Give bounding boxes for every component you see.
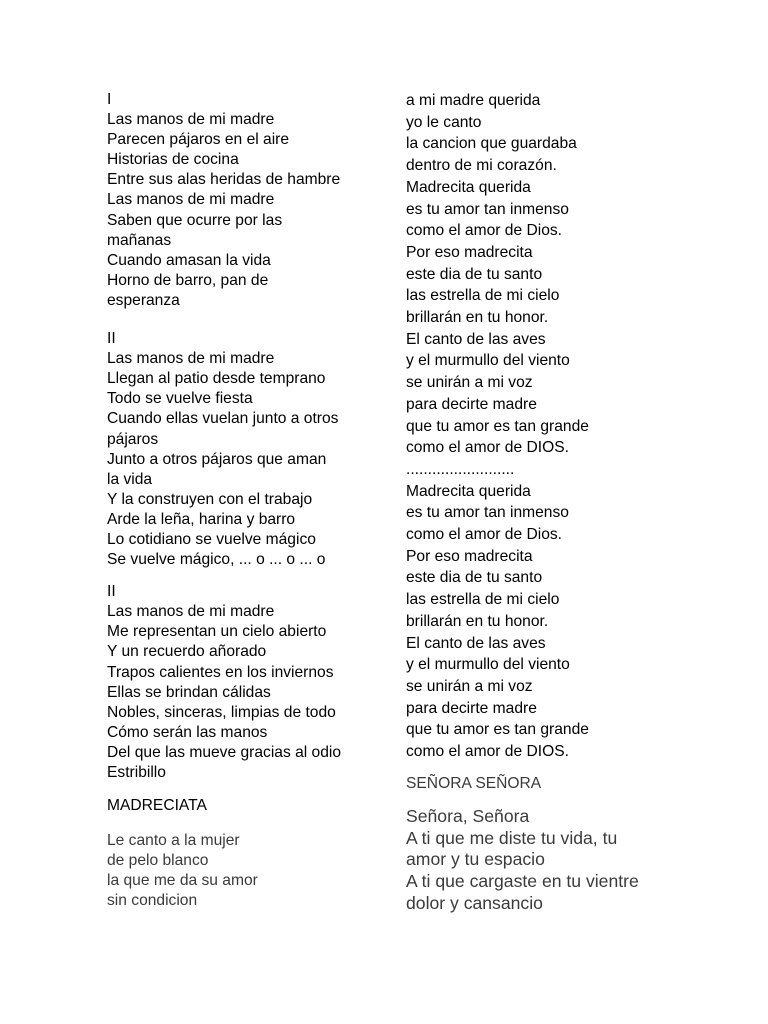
text-line: Todo se vuelve fiesta xyxy=(107,390,253,408)
senora-lines xyxy=(406,806,706,915)
text-line: Saben que ocurre por las xyxy=(107,211,283,229)
text-line: dolor y cansancio xyxy=(406,892,543,913)
text-line: A ti que cargaste en tu vientre xyxy=(406,871,639,892)
text-line: Las manos de mi madre xyxy=(107,111,275,129)
poem-section-2 xyxy=(107,329,387,570)
text-line: este dia de tu santo xyxy=(406,265,543,283)
madreciata-title: MADRECIATA xyxy=(107,797,207,815)
text-line: I xyxy=(107,91,112,108)
text-line: esperanza xyxy=(107,291,180,309)
text-line: se unirán a mi voz xyxy=(406,677,533,695)
text-line: para decirte madre xyxy=(406,395,537,413)
text-line: Y la construyen con el trabajo xyxy=(107,490,313,508)
text-line: sin condicion xyxy=(107,892,198,910)
poem-section-1 xyxy=(107,90,387,311)
text-line: II xyxy=(107,583,116,601)
text-line: Estribillo xyxy=(107,764,166,781)
text-line: Madrecita querida xyxy=(406,178,531,196)
text-line: como el amor de Dios. xyxy=(406,222,562,240)
text-line: brillarán en tu honor. xyxy=(406,612,549,630)
text-line: que tu amor es tan grande xyxy=(406,417,589,435)
right-column xyxy=(406,90,706,915)
text-line: pájaros xyxy=(107,430,159,448)
text-line: la cancion que guardaba xyxy=(406,135,577,153)
text-line: como el amor de Dios. xyxy=(406,526,562,544)
madreciata-lines xyxy=(107,831,387,911)
poem-section-3 xyxy=(107,582,387,783)
text-line: Las manos de mi madre xyxy=(107,191,275,209)
text-line: como el amor de DIOS. xyxy=(406,439,569,457)
text-line: Llegan al patio desde temprano xyxy=(107,370,326,388)
senora-title: SEÑORA SEÑORA xyxy=(406,774,542,792)
text-line: Y un recuerdo añorado xyxy=(107,643,267,661)
text-line: para decirte madre xyxy=(406,699,537,717)
madrecita-lines xyxy=(406,90,706,763)
text-line: Nobles, sinceras, limpias de todo xyxy=(107,703,336,721)
text-line: Por eso madrecita xyxy=(406,243,533,261)
text-line: se unirán a mi voz xyxy=(406,374,533,392)
text-line: Cuando ellas vuelan junto a otros xyxy=(107,410,339,428)
text-line: Ellas se brindan cálidas xyxy=(107,683,271,701)
text-line: Junto a otros pájaros que aman xyxy=(107,450,327,468)
text-line: Señora, Señora xyxy=(406,805,530,826)
left-column xyxy=(107,90,387,911)
text-line: El canto de las aves xyxy=(406,330,546,348)
text-line: A ti que me diste tu vida, tu xyxy=(406,827,618,848)
text-line: y el murmullo del viento xyxy=(406,656,570,674)
text-line: las estrella de mi cielo xyxy=(406,591,560,609)
text-line: Me representan un cielo abierto xyxy=(107,623,327,641)
text-line: Horno de barro, pan de xyxy=(107,271,269,289)
text-line: Se vuelve mágico, ... o ... o ... o xyxy=(107,551,326,569)
text-line: Lo cotidiano se vuelve mágico xyxy=(107,530,316,548)
text-line: Entre sus alas heridas de hambre xyxy=(107,171,341,189)
text-line: yo le canto xyxy=(406,113,482,131)
text-line: Parecen pájaros en el aire xyxy=(107,131,290,149)
text-line: brillarán en tu honor. xyxy=(406,309,549,327)
text-line: que tu amor es tan grande xyxy=(406,721,589,739)
text-line: este dia de tu santo xyxy=(406,569,543,587)
text-line: Le canto a la mujer xyxy=(107,832,240,850)
text-line: es tu amor tan inmenso xyxy=(406,504,569,522)
text-line: las estrella de mi cielo xyxy=(406,287,560,305)
text-line: II xyxy=(107,330,116,348)
text-line: y el murmullo del viento xyxy=(406,352,570,370)
text-line: la vida xyxy=(107,470,153,488)
text-line: Trapos calientes en los inviernos xyxy=(107,663,334,681)
text-line: ......................... xyxy=(406,460,515,478)
text-line: El canto de las aves xyxy=(406,634,546,652)
text-line: amor y tu espacio xyxy=(406,849,545,870)
text-line: es tu amor tan inmenso xyxy=(406,200,569,218)
text-line: Historias de cocina xyxy=(107,151,239,169)
text-line: mañanas xyxy=(107,231,172,249)
text-line: Madrecita querida xyxy=(406,482,531,500)
text-line: Arde la leña, harina y barro xyxy=(107,510,296,528)
text-line: la que me da su amor xyxy=(107,872,258,890)
text-line: Por eso madrecita xyxy=(406,547,533,565)
text-line: Del que las mueve gracias al odio xyxy=(107,743,342,761)
text-line: a mi madre querida xyxy=(406,92,541,109)
text-line: como el amor de DIOS. xyxy=(406,743,569,761)
text-line: de pelo blanco xyxy=(107,852,209,870)
text-line: Cómo serán las manos xyxy=(107,723,268,741)
text-line: Cuando amasan la vida xyxy=(107,251,271,269)
text-line: dentro de mi corazón. xyxy=(406,157,557,175)
text-line: Las manos de mi madre xyxy=(107,350,275,368)
text-line: Las manos de mi madre xyxy=(107,603,275,621)
